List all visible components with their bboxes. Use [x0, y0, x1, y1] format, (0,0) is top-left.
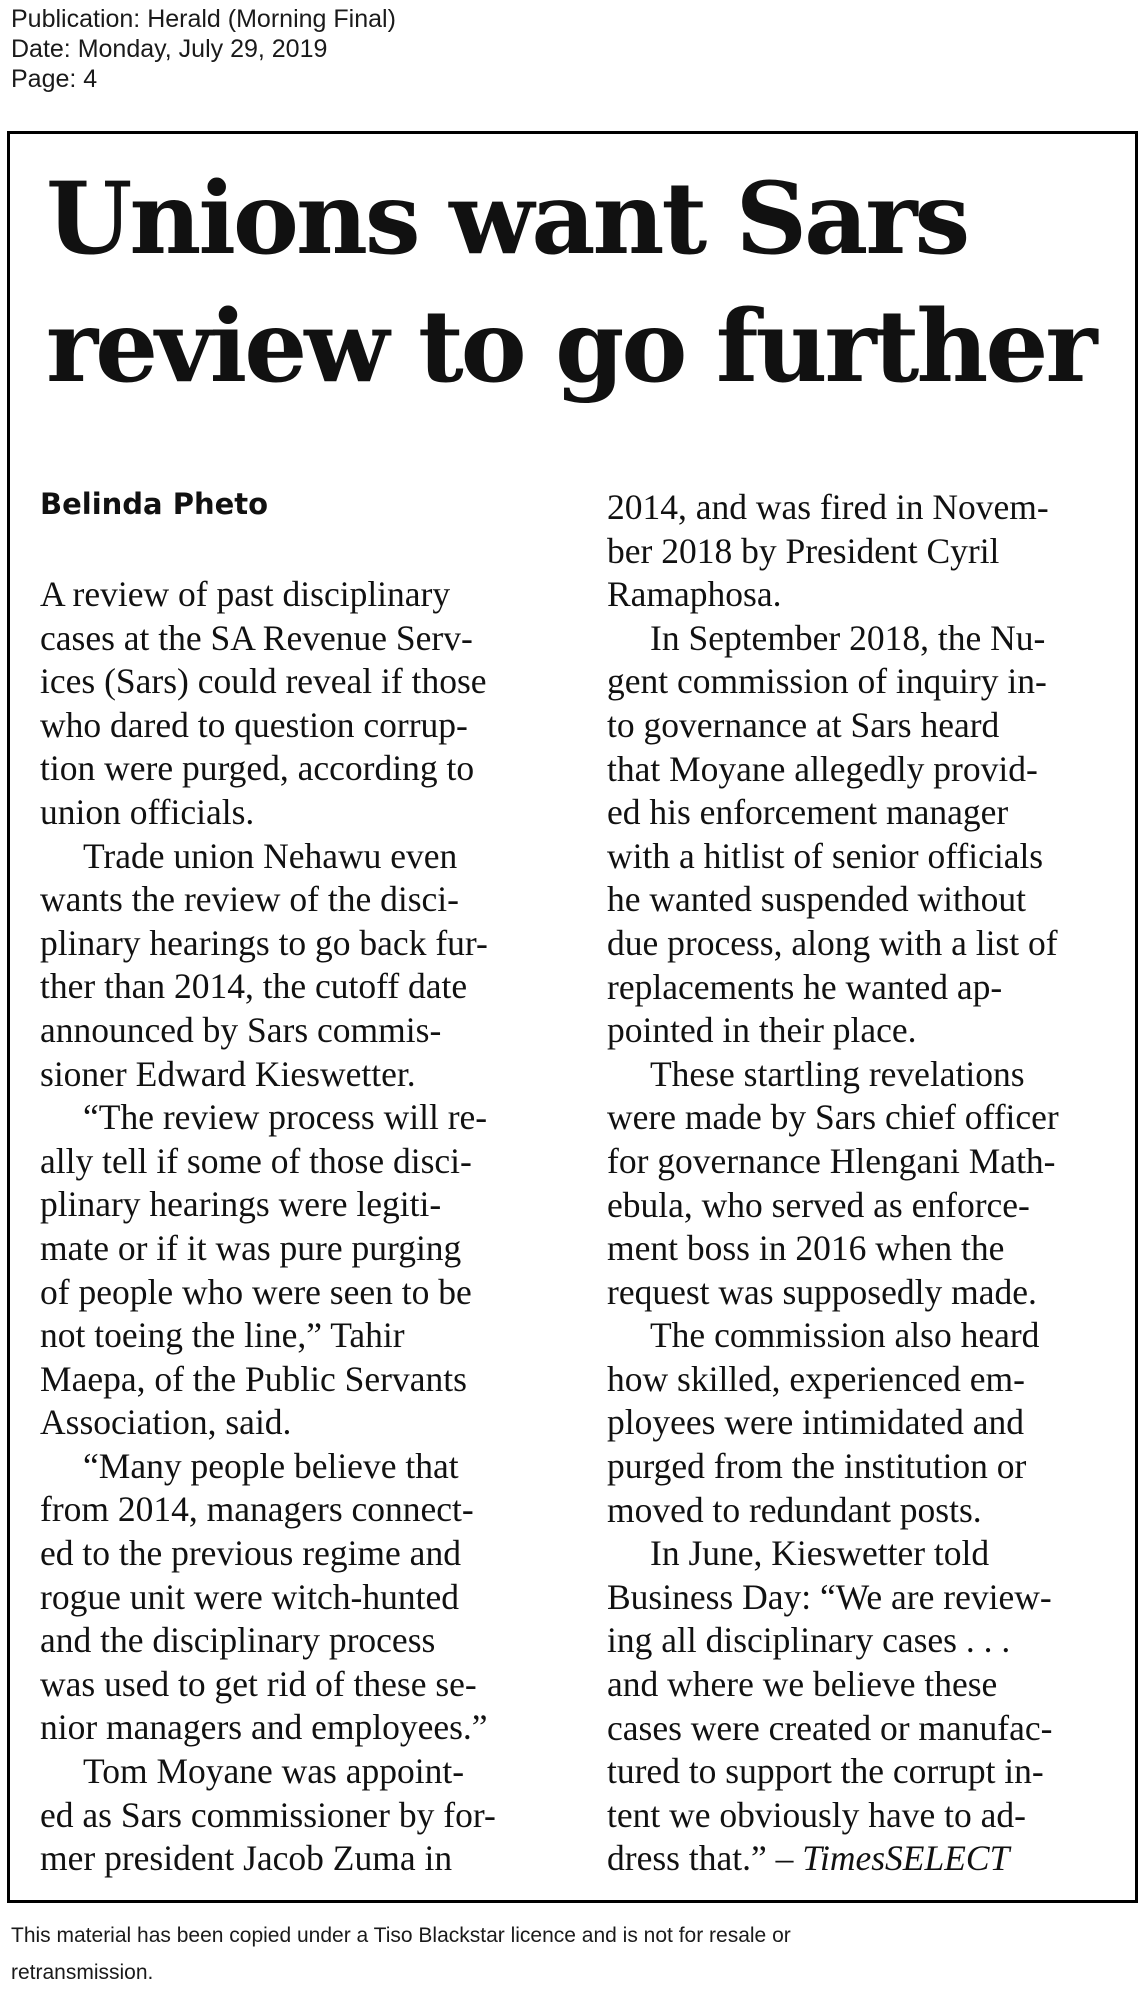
article-text: Tom Moyane was appoint- — [83, 1751, 465, 1792]
article-text-line — [607, 1096, 1117, 1140]
article-text-line — [40, 660, 540, 704]
article-text: gent commission of inquiry in- — [607, 661, 1047, 702]
copyright-line: This material has been copied under a Tiso Blackstar licence and is not for resale or — [11, 1924, 791, 1947]
article-text-line — [40, 1663, 540, 1707]
article-text-line — [607, 1445, 1117, 1489]
article-text-line — [607, 1358, 1117, 1402]
article-text-line — [607, 1053, 1117, 1097]
article-text: ber 2018 by President Cyril — [607, 530, 1000, 571]
article-text: he wanted suspended without — [607, 879, 1027, 920]
article-text-line — [607, 486, 1117, 530]
article-text: ing all disciplinary cases . . . — [607, 1620, 1011, 1661]
article-text-line — [607, 791, 1117, 835]
article-text-line — [607, 1184, 1117, 1228]
article-text-line — [607, 1576, 1117, 1620]
article-text-line — [40, 1706, 540, 1750]
article-text-line — [40, 573, 540, 617]
article-text: and the disciplinary process — [40, 1620, 436, 1661]
article-text: announced by Sars commis- — [40, 1009, 442, 1050]
article-text: wants the review of the disci- — [40, 879, 459, 920]
article-text: rogue unit were witch-hunted — [40, 1576, 459, 1617]
article-text: plinary hearings to go back fur- — [40, 922, 488, 963]
article-text-line — [607, 1227, 1117, 1271]
article-text: was used to get rid of these se- — [40, 1663, 477, 1704]
article-text-line — [607, 1837, 1117, 1881]
article-text: Business Day: “We are review- — [607, 1576, 1052, 1617]
article-text-line — [40, 1837, 540, 1881]
article-text: 2014, and was fired in Novem- — [607, 487, 1049, 527]
article-text: mate or if it was pure purging — [40, 1227, 462, 1268]
article-text-line — [607, 1314, 1117, 1358]
article-text: from 2014, managers connect- — [40, 1489, 474, 1530]
article-text-line — [40, 1619, 540, 1663]
article-text-line — [607, 1271, 1117, 1315]
article-text-line — [607, 660, 1117, 704]
article-text: union officials. — [40, 791, 255, 832]
article-text: ployees were intimidated and — [607, 1402, 1024, 1443]
article-text: for governance Hlengani Math- — [607, 1140, 1056, 1181]
article-text-line — [607, 748, 1117, 792]
article-text: In June, Kieswetter told — [650, 1533, 990, 1574]
article-text-line — [40, 1183, 540, 1227]
article-text-line — [40, 1794, 540, 1838]
article-text-line — [40, 704, 540, 748]
article-text-line — [607, 1532, 1117, 1576]
article-column-right — [607, 486, 1117, 1881]
article-text: with a hitlist of senior officials — [607, 835, 1044, 876]
article-text: “The review process will re- — [83, 1097, 488, 1138]
copyright-notice — [11, 1917, 1131, 1991]
article-text-line — [40, 1227, 540, 1271]
article-text-line — [40, 1053, 540, 1097]
article-text-line — [607, 1009, 1117, 1053]
article-text: These startling revelations — [650, 1053, 1025, 1094]
article-text-line — [607, 835, 1117, 879]
article-text: tion were purged, according to — [40, 748, 475, 789]
article-text: tured to support the corrupt in- — [607, 1751, 1044, 1792]
article-text: Ramaphosa. — [607, 574, 782, 615]
article-text-line — [607, 966, 1117, 1010]
headline-line: Unions want Sars — [46, 161, 968, 277]
article-text: The commission also heard — [650, 1315, 1040, 1356]
publication-name: Publication: Herald (Morning Final) — [11, 5, 396, 33]
article-text-line — [40, 1271, 540, 1315]
article-text: sioner Edward Kieswetter. — [40, 1053, 416, 1094]
article-headline — [46, 155, 1106, 411]
article-text-line — [40, 1750, 540, 1794]
article-text: replacements he wanted ap- — [607, 966, 1003, 1007]
article-text-line — [40, 1445, 540, 1489]
article-text: request was supposedly made. — [607, 1271, 1037, 1312]
article-text: Association, said. — [40, 1402, 292, 1443]
article-credit: TimesSELECT — [802, 1838, 1010, 1879]
article-text-line — [40, 1009, 540, 1053]
article-text: A review of past disciplinary — [40, 574, 451, 614]
article-text: moved to redundant posts. — [607, 1489, 982, 1530]
article-text-line — [40, 1096, 540, 1140]
article-text-line — [40, 1401, 540, 1445]
article-text: In September 2018, the Nu- — [650, 617, 1046, 658]
article-text: how skilled, experienced em- — [607, 1358, 1025, 1399]
article-text-line — [607, 1401, 1117, 1445]
article-text: ally tell if some of those disci- — [40, 1140, 472, 1181]
article-text: ed as Sars commissioner by for- — [40, 1794, 496, 1835]
article-text-line — [607, 1663, 1117, 1707]
article-text-line — [607, 1140, 1117, 1184]
article-text-line — [607, 1489, 1117, 1533]
article-text-line — [40, 1576, 540, 1620]
article-text: tent we obviously have to ad- — [607, 1794, 1026, 1835]
article-text-line — [40, 791, 540, 835]
article-text: ices (Sars) could reveal if those — [40, 661, 487, 702]
article-text: cases at the SA Revenue Serv- — [40, 617, 473, 658]
article-text-line — [607, 573, 1117, 617]
article-text-line — [40, 747, 540, 791]
publication-date: Date: Monday, July 29, 2019 — [11, 35, 328, 63]
article-text: due process, along with a list of — [607, 922, 1058, 963]
article-text-line — [607, 617, 1117, 661]
article-text: and where we believe these — [607, 1664, 998, 1705]
article-text-line — [607, 1707, 1117, 1751]
article-text: ther than 2014, the cutoff date — [40, 966, 468, 1007]
article-text: who dared to question corrup- — [40, 704, 468, 745]
article-text-line — [40, 965, 540, 1009]
article-text-line — [607, 1750, 1117, 1794]
article-text: ed his enforcement manager — [607, 792, 1009, 833]
article-text: purged from the institution or — [607, 1446, 1027, 1487]
article-text: ed to the previous regime and — [40, 1533, 461, 1574]
article-text: Trade union Nehawu even — [83, 835, 458, 876]
article-text: of people who were seen to be — [40, 1271, 472, 1312]
article-text: pointed in their place. — [607, 1010, 917, 1051]
article-text-line — [40, 1532, 540, 1576]
article-text: mer president Jacob Zuma in — [40, 1838, 453, 1879]
article-text: that Moyane allegedly provid- — [607, 748, 1038, 789]
article-text: ment boss in 2016 when the — [607, 1228, 1005, 1269]
article-text-line — [607, 1794, 1117, 1838]
article-text: dress that.” – — [607, 1838, 794, 1879]
publication-page: Page: 4 — [11, 65, 98, 93]
copyright-line: retransmission. — [11, 1961, 154, 1984]
article-text-line — [40, 922, 540, 966]
article-text-line — [607, 922, 1117, 966]
article-text-line — [607, 704, 1117, 748]
article-text: were made by Sars chief officer — [607, 1097, 1059, 1138]
article-text: ebula, who served as enforce- — [607, 1184, 1030, 1225]
article-text: not toeing the line,” Tahir — [40, 1315, 405, 1356]
article-text: nior managers and employees.” — [40, 1707, 488, 1748]
article-text: cases were created or manufac- — [607, 1707, 1053, 1748]
article-text-line — [40, 1358, 540, 1402]
article-text-line — [40, 878, 540, 922]
article-text: to governance at Sars heard — [607, 704, 1000, 745]
article-text-line — [40, 835, 540, 879]
article-byline: Belinda Pheto — [40, 487, 269, 521]
article-text-line — [40, 1140, 540, 1184]
article-text-line — [607, 878, 1117, 922]
publication-info — [11, 4, 396, 94]
article-text-line — [607, 530, 1117, 574]
article-text-line — [40, 1488, 540, 1532]
article-column-left — [40, 573, 540, 1881]
article-text-line — [40, 1314, 540, 1358]
article-text-line — [40, 617, 540, 661]
article-text-line — [607, 1619, 1117, 1663]
article-text: plinary hearings were legiti- — [40, 1184, 442, 1225]
article-text: “Many people believe that — [83, 1445, 459, 1486]
article-text: Maepa, of the Public Servants — [40, 1358, 467, 1399]
headline-line: review to go further — [46, 289, 1095, 405]
